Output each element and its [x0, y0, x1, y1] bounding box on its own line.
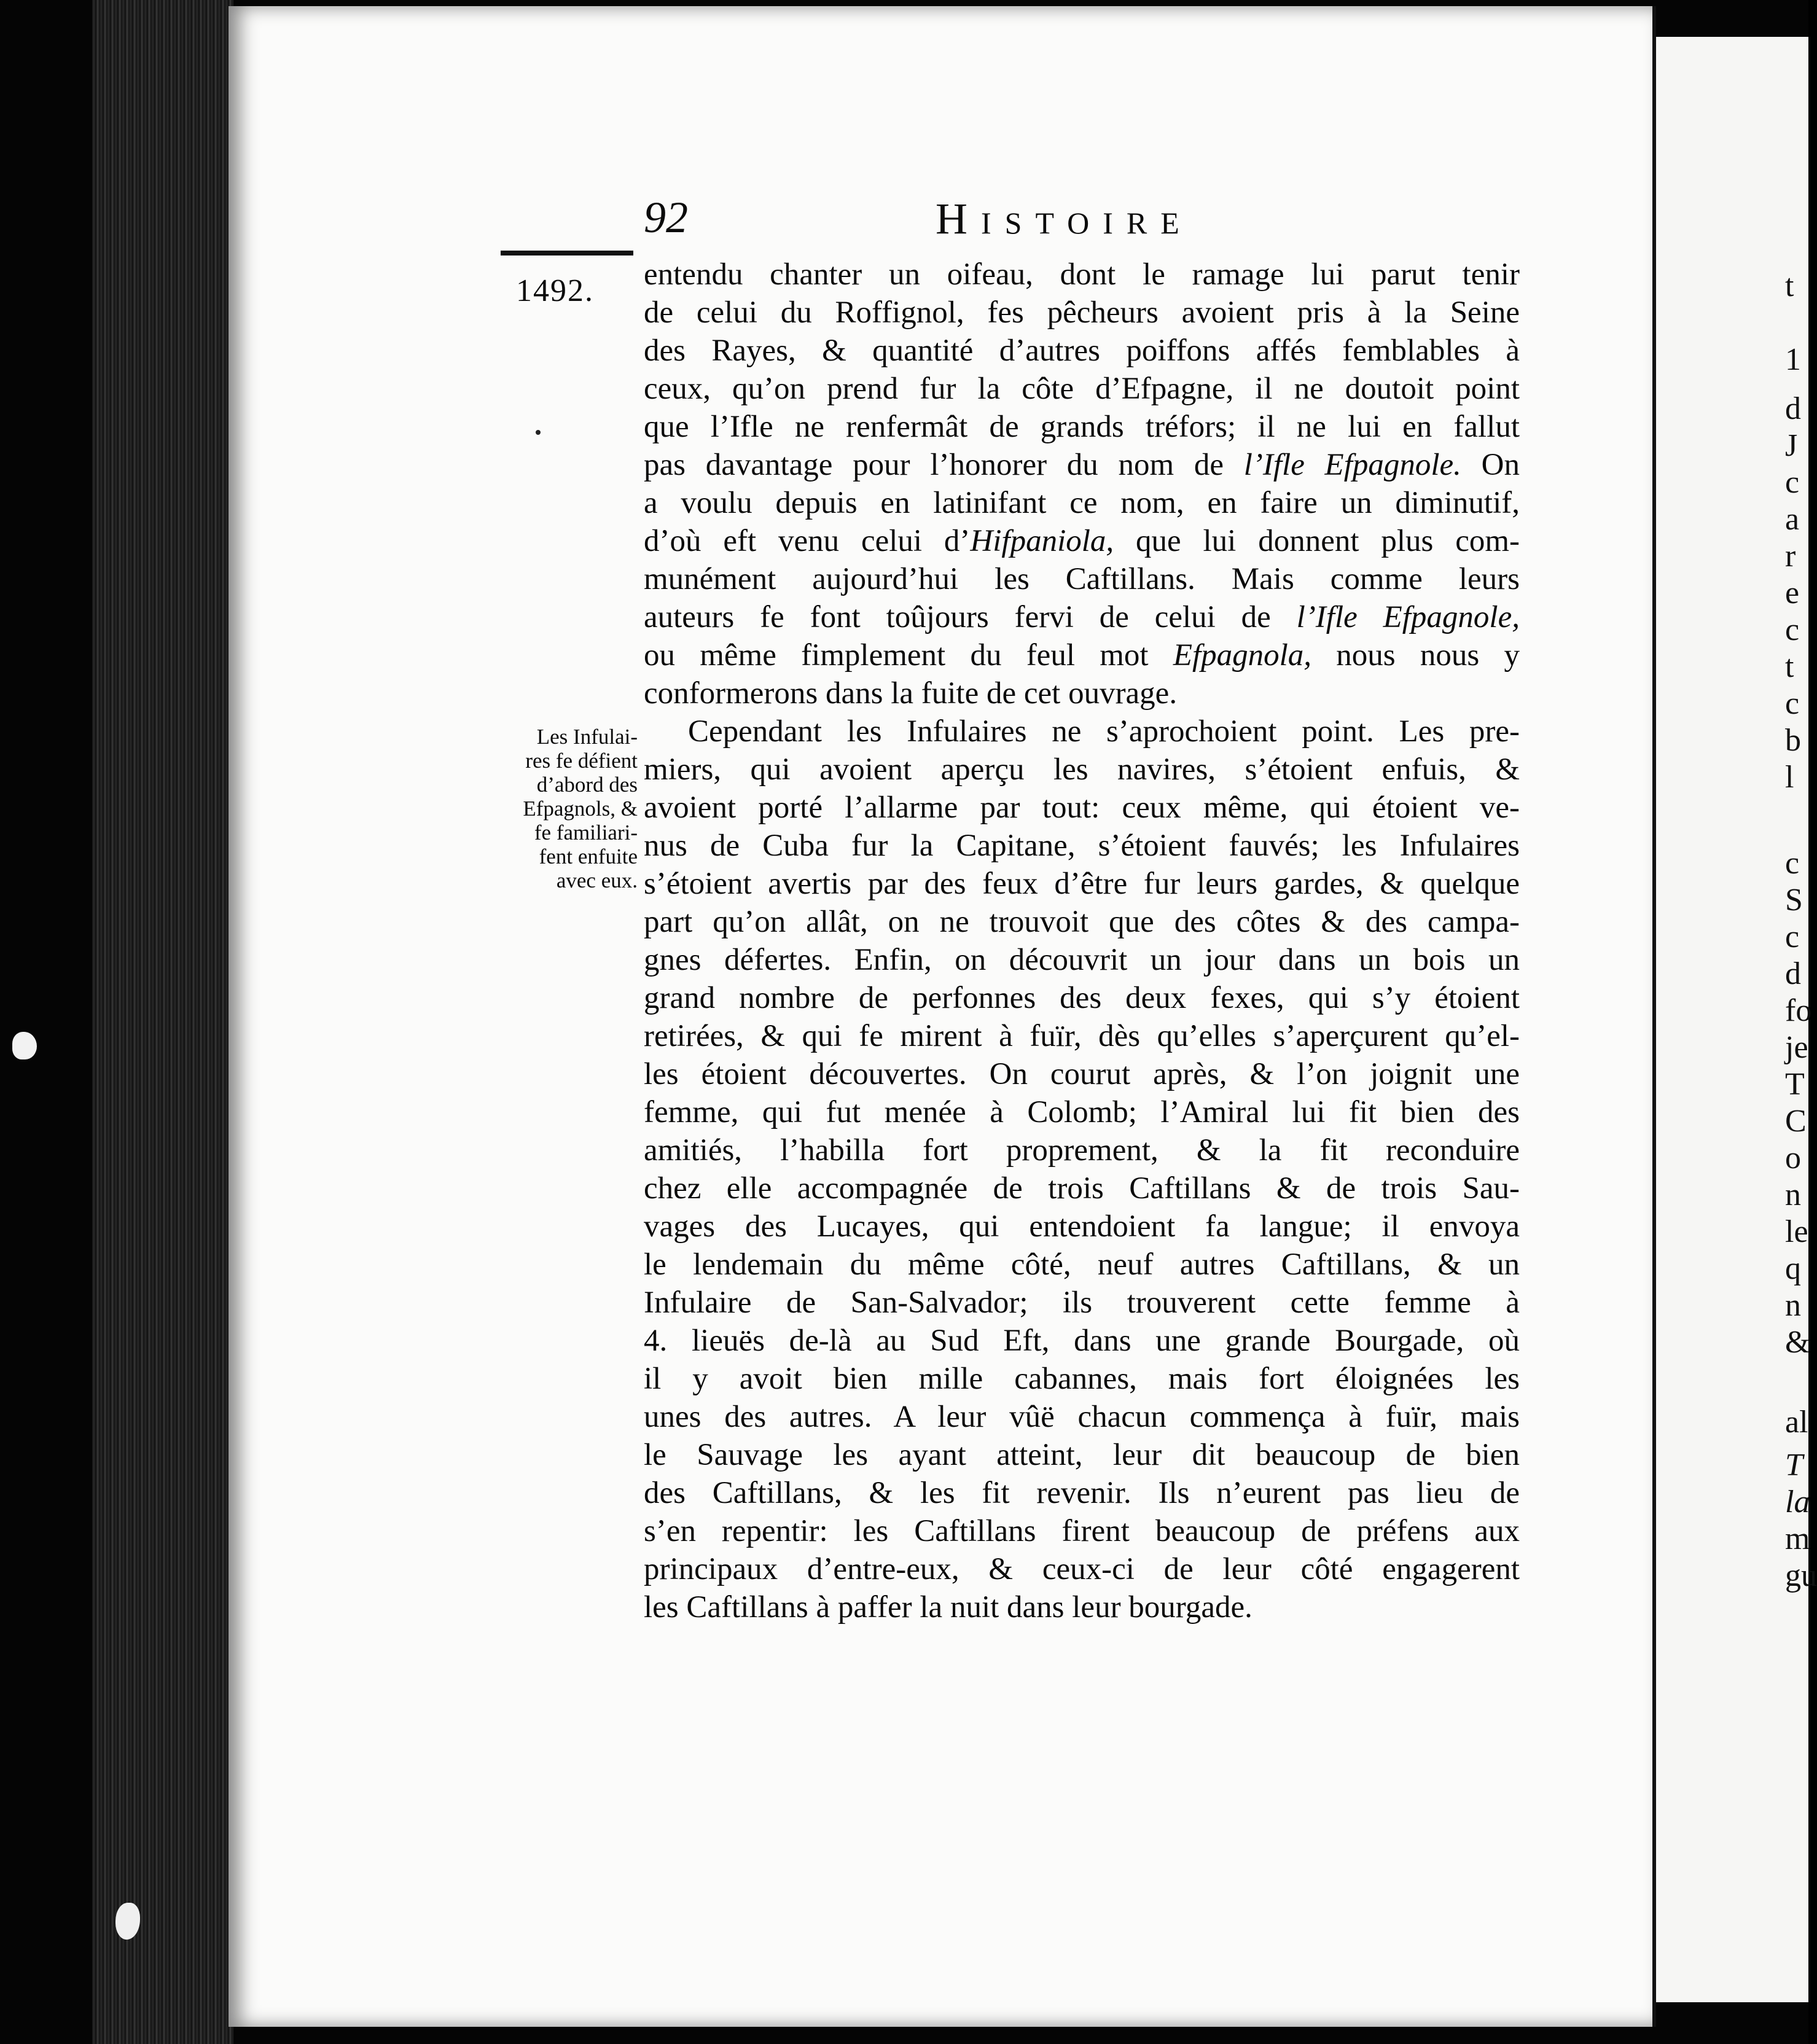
facing-page-letter: al [1785, 1405, 1808, 1440]
text-line: avoient porté l’allarme par tout: ceux même, qui étoient ve- [644, 790, 1520, 825]
text-line: d’où eft venu celui d’Hifpaniola, que lui donnent plus com- [644, 524, 1520, 558]
ink-speck [536, 430, 541, 435]
text-line: nus de Cuba fur la Capitane, s’étoient fauvés; les Infulaires [644, 829, 1520, 863]
text-line: il y avoit bien mille cabannes, mais fort éloignées les [644, 1362, 1520, 1396]
margin-note-line: Les Infulai- [536, 725, 638, 749]
italic-text: l’Ifle Efpagnole. [1243, 448, 1461, 482]
facing-page-letter: r [1785, 539, 1796, 574]
facing-page-letter: T [1785, 1448, 1803, 1483]
facing-page-letter: C [1785, 1104, 1807, 1139]
text-line: de celui du Roffignol, fes pêcheurs avoient pris à la Seine [644, 295, 1520, 330]
facing-page-letter: c [1785, 846, 1800, 881]
facing-page-letter: S [1785, 883, 1803, 918]
text-line: auteurs fe font toûjours fervi de celui de l’Ifle Efpagnole, [644, 600, 1520, 634]
margin-note-line: avec eux. [556, 868, 638, 892]
margin-note [474, 725, 638, 892]
text-line: que l’Ifle ne renfermât de grands tréfors; il ne lui en fallut [644, 410, 1520, 444]
margin-rule [501, 251, 633, 256]
text-line: des Rayes, & quantité d’autres poiffons affés femblables à [644, 334, 1520, 368]
margin-note-line: res fe défient [525, 749, 638, 773]
text-line: gnes défertes. Enfin, on découvrit un jour dans un bois un [644, 943, 1520, 977]
facing-page-letter: J [1785, 428, 1798, 463]
facing-page-fragment [1656, 37, 1817, 2002]
facing-page-letter: 1 [1785, 342, 1801, 377]
text-line: chez elle accompagnée de trois Caftillans & de trois Sau- [644, 1171, 1520, 1206]
text-line: conformerons dans la fuite de cet ouvrage. [644, 676, 1178, 711]
facing-page-letter: l [1785, 760, 1794, 795]
text-line: des Caftillans, & les fit revenir. Ils n’eurent pas lieu de [644, 1476, 1520, 1510]
facing-page-letter: la [1785, 1484, 1810, 1519]
facing-page-letter: q [1785, 1251, 1801, 1286]
facing-page-letter: m [1785, 1521, 1810, 1556]
facing-page-letter: fo [1785, 993, 1812, 1028]
running-title: Histoire [936, 194, 1193, 243]
facing-page-letter: t [1785, 268, 1794, 303]
facing-page-letter: t [1785, 649, 1794, 684]
facing-page-letter: je [1785, 1030, 1808, 1065]
facing-page-letter: c [1785, 919, 1800, 954]
margin-note-line: fent enfuite [539, 845, 638, 868]
facing-page-letter: gu [1785, 1558, 1817, 1593]
text-line: le Sauvage les ayant atteint, leur dit beaucoup de bien [644, 1438, 1520, 1472]
margin-note-line: Efpagnols, & [523, 797, 638, 821]
text-line: vages des Lucayes, qui entendoient fa langue; il envoya [644, 1209, 1520, 1244]
scan-smudge [12, 1032, 37, 1059]
facing-page-letter: b [1785, 723, 1801, 758]
facing-page-letter: c [1785, 686, 1800, 721]
text-line: le lendemain du même côté, neuf autres Caftillans, & un [644, 1247, 1520, 1282]
text-line: amitiés, l’habilla fort proprement, & la fit reconduire [644, 1133, 1520, 1168]
text-line: retirées, & qui fe mirent à fuïr, dès qu’elles s’aperçurent qu’el- [644, 1019, 1520, 1053]
italic-text: l’Ifle Efpagnole, [1296, 600, 1520, 634]
facing-page-letter: & [1785, 1325, 1810, 1360]
text-line: 4. lieuës de-là au Sud Eft, dans une grande Bourgade, où [644, 1324, 1520, 1358]
text-line: ou même fimplement du feul mot Efpagnola, nous nous y [644, 638, 1520, 673]
text-line: s’en repentir: les Caftillans firent beaucoup de préfens aux [644, 1514, 1520, 1548]
margin-note-line: fe familiari- [534, 821, 638, 845]
text-line: les étoient découvertes. On courut après, & l’on joignit une [644, 1057, 1520, 1091]
margin-note-line: d’abord des [536, 773, 638, 797]
text-line: Cependant les Infulaires ne s’aprochoient point. Les pre- [688, 714, 1520, 749]
facing-page-letter: T [1785, 1067, 1805, 1102]
text-line: les Caftillans à paffer la nuit dans leur bourgade. [644, 1590, 1252, 1625]
facing-page-letter: n [1785, 1177, 1801, 1212]
facing-page-letter: c [1785, 612, 1800, 647]
page-number: 92 [644, 193, 688, 242]
facing-page-letter: a [1785, 502, 1800, 537]
text-line: unes des autres. A leur vûë chacun commença à fuïr, mais [644, 1400, 1520, 1434]
text-line: pas davantage pour l’honorer du nom de l’Ifle Efpagnole. On [644, 448, 1520, 482]
body-text [644, 256, 1520, 1626]
facing-page-letter: le [1785, 1214, 1808, 1249]
facing-page-letter: o [1785, 1141, 1801, 1176]
text-line: part qu’on allât, on ne trouvoit que des côtes & des campa- [644, 905, 1520, 939]
facing-page-letter: c [1785, 465, 1800, 500]
italic-text: Hifpaniola, [970, 524, 1114, 558]
text-line: s’étoient avertis par des feux d’être fur leurs gardes, & quelque [644, 867, 1520, 901]
text-line: a voulu depuis en latinifant ce nom, en faire un diminutif, [644, 486, 1520, 520]
italic-text: Efpagnola, [1173, 638, 1312, 673]
facing-page-letter: d [1785, 391, 1801, 426]
text-line: munément aujourd’hui les Caftillans. Mais comme leurs [644, 562, 1520, 596]
text-line: ceux, qu’on prend fur la côte d’Efpagne, il ne doutoit point [644, 372, 1520, 406]
margin-year: 1492. [516, 273, 594, 308]
text-line: grand nombre de perfonnes des deux fexes, qui s’y étoient [644, 981, 1520, 1015]
text-line: Infulaire de San-Salvador; ils trouverent cette femme à [644, 1285, 1520, 1320]
text-line: miers, qui avoient aperçu les navires, s’étoient enfuis, & [644, 752, 1520, 787]
facing-page-letter: d [1785, 956, 1801, 991]
facing-page-letter: e [1785, 575, 1800, 610]
text-line: principaux d’entre-eux, & ceux-ci de leur côté engagerent [644, 1552, 1520, 1586]
text-line: femme, qui fut menée à Colomb; l’Amiral lui fit bien des [644, 1095, 1520, 1129]
text-line: entendu chanter un oifeau, dont le ramage lui parut tenir [644, 257, 1520, 292]
facing-page-letter: n [1785, 1288, 1801, 1323]
running-head [644, 195, 1516, 251]
book-page-edges [92, 0, 233, 2044]
